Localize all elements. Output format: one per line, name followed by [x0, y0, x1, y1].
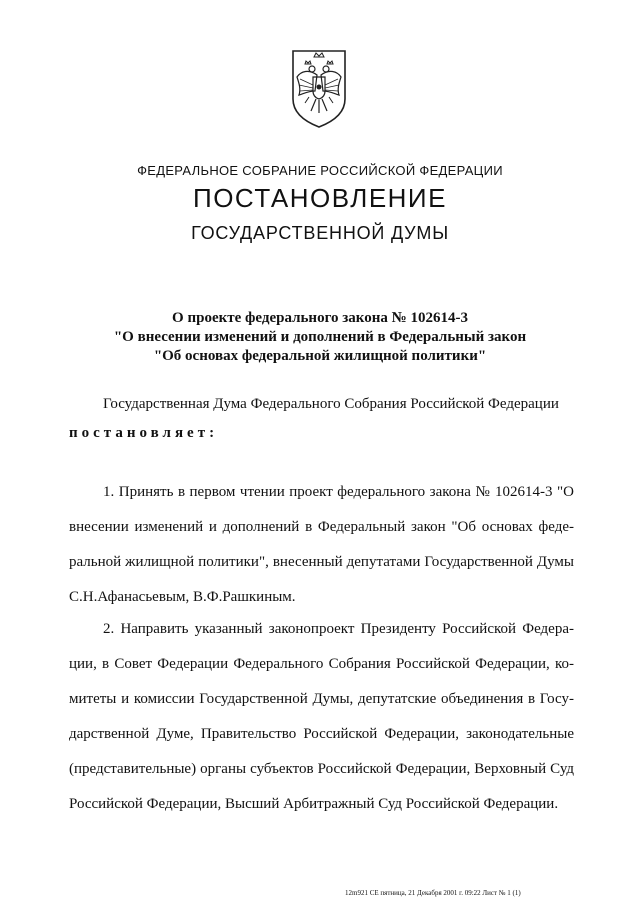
subject-line: "Об основах федеральной жилищной политики" — [153, 348, 487, 364]
document-subtitle: ГОСУДАРСТВЕННОЙ ДУМЫ — [191, 223, 449, 243]
paragraph-line: (представительные) органы субъектов Российской Федерации, Верховный Суд — [69, 761, 574, 777]
paragraph-1 — [69, 475, 574, 615]
paragraph-line: Российской Федерации, Высший Арбитражный Суд Российской Федерации. — [69, 796, 559, 812]
paragraph-line: 1. Принять в первом чтении проект федерального закона № 102614-3 "О — [103, 484, 574, 500]
paragraph-line: ции, в Совет Федерации Федерального Собрания Российской Федерации, ко- — [69, 656, 574, 672]
paragraph-line: митеты и комиссии Государственной Думы, депутатские объединения в Госу- — [69, 691, 574, 707]
subject-line: О проекте федерального закона № 102614-3 — [172, 310, 468, 326]
paragraph-line: ральной жилищной политики", внесенный депутатами Государственной Думы — [69, 554, 574, 570]
subject-heading — [0, 309, 640, 366]
intro-paragraph — [69, 387, 574, 422]
intro-line: Государственная Дума Федерального Собрания Российской Федерации — [103, 396, 559, 412]
decree-word: постановляет: — [69, 425, 219, 441]
paragraph-line: дарственной Думе, Правительство Российской Федерации, законодательные — [69, 726, 574, 742]
paragraph-line: внесении изменений и дополнений в Федеральный закон "Об основах феде- — [69, 519, 574, 535]
subject-line: "О внесении изменений и дополнений в Федеральный закон — [113, 329, 527, 345]
coat-of-arms-emblem-icon — [287, 47, 351, 131]
paragraph-2 — [69, 612, 574, 822]
document-type-title: ПОСТАНОВЛЕНИЕ — [193, 183, 447, 213]
paragraph-line: 2. Направить указанный законопроект Президенту Российской Федера- — [103, 621, 574, 637]
footer-stamp: 12m921 CE пятница, 21 Декабря 2001 г. 09:22 Лист № 1 (1) — [345, 889, 521, 897]
paragraph-line: С.Н.Афанасьевым, В.Ф.Рашкиным. — [69, 589, 296, 605]
organization-heading: ФЕДЕРАЛЬНОЕ СОБРАНИЕ РОССИЙСКОЙ ФЕДЕРАЦИИ — [137, 163, 503, 178]
